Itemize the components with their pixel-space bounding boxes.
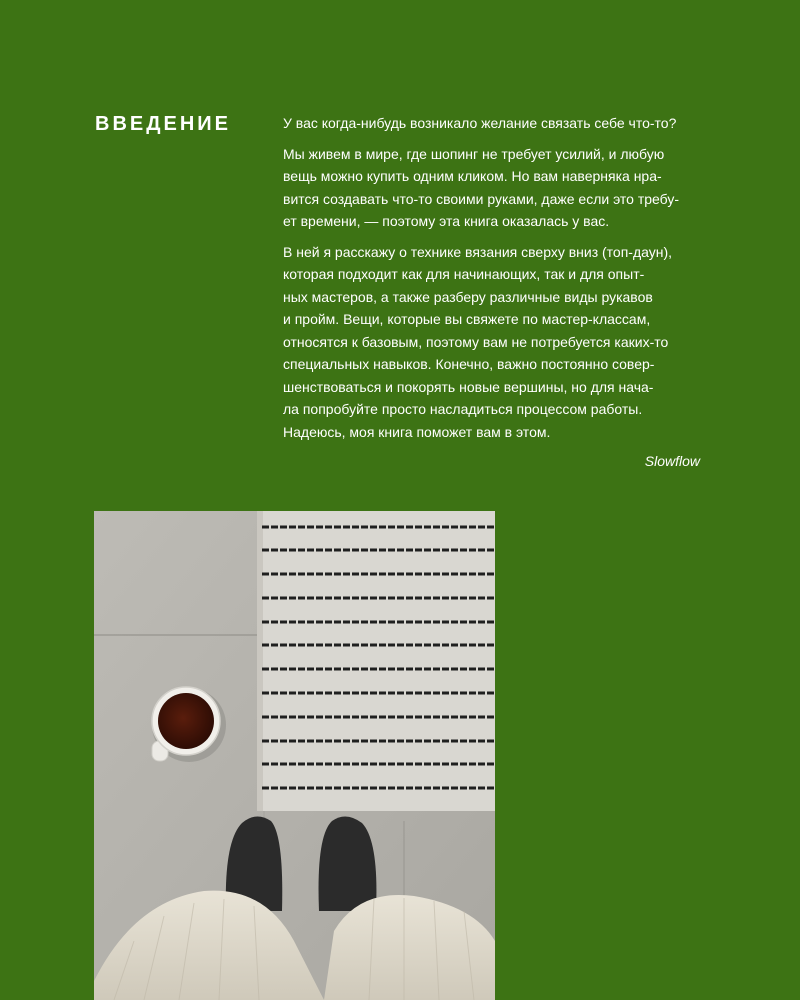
text-line: относятся к базовым, поэтому вам не потребуется каких-то [283, 333, 669, 350]
paragraph-2 [283, 143, 723, 233]
photo [94, 511, 495, 1000]
text-line: В ней я расскажу о технике вязания сверху вниз (топ-даун), [283, 243, 673, 260]
author-signature: Slowflow [644, 453, 700, 469]
text-line: У вас когда-нибудь возникало желание связать себе что-то? [283, 115, 677, 131]
text-line: специальных навыков. Конечно, важно постоянно совер- [283, 356, 655, 372]
text-line: Надеюсь, моя книга поможет вам в этом. [283, 423, 551, 440]
text-line: шенствоваться и покорять новые вершины, но для нача- [283, 378, 654, 395]
text-line: вится создавать что-то своими руками, даже если это требу- [283, 190, 680, 207]
photo-illustration [94, 511, 495, 1000]
text-line: вещь можно купить одним кликом. Но вам наверняка нра- [283, 168, 662, 184]
paragraph-1 [283, 112, 723, 135]
text-line: и пройм. Вещи, которые вы свяжете по мастер-классам, [283, 311, 651, 327]
paragraph-3 [283, 241, 723, 444]
section-heading: ВВЕДЕНИЕ [95, 113, 231, 135]
intro-text [283, 112, 723, 473]
text-line: ла попробуйте просто насладиться процессом работы. [283, 401, 643, 417]
text-line: ных мастеров, а также разберу различные виды рукавов [283, 288, 653, 305]
striped-rug [257, 511, 495, 811]
text-line: которая подходит как для начинающих, так и для опыт- [283, 266, 645, 282]
text-line: ет времени, — поэтому эта книга оказалась у вас. [283, 213, 610, 229]
text-line: Мы живем в мире, где шопинг не требует усилий, и любую [283, 145, 665, 162]
